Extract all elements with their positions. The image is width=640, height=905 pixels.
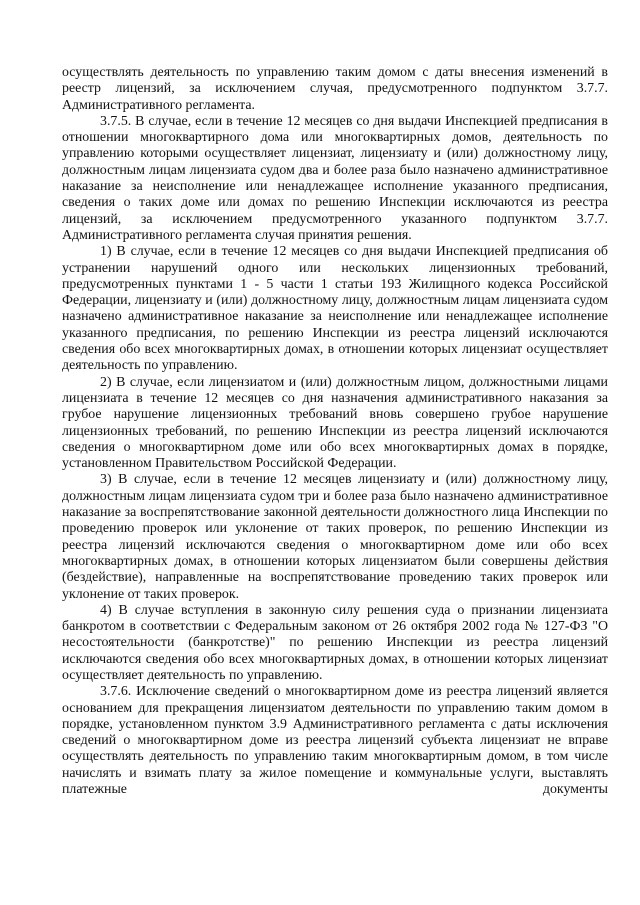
paragraph-continuation: осуществлять деятельность по управлению таким домом с даты внесения изменений в реестр лицензий, за исключением случая, предусмотренного подпунктом 3.7.7. Административного регламента. (62, 65, 608, 113)
paragraph-item-4: 4) В случае вступления в законную силу решения суда о признании лицензиата банкротом в соответствии с Федеральным законом от 26 октября 2002 года № 127-ФЗ "О несостоятельности (банкротстве)" по решению Инспекции из реестра лицензий исключаются сведения обо всех многоквартирных домах, в отношении которых лицензиат осуществляет деятельность по управлению. (62, 602, 608, 683)
paragraph-item-3: 3) В случае, если в течение 12 месяцев лицензиату и (или) должностному лицу, должностным лицам лицензиата судом три и более раза было назначено административное наказание за воспрепятствование законной деятельности должностного лица Инспекции по проведению проверок или уклонение от таких проверок, по решению Инспекции из реестра лицензий исключаются сведения о многоквартирном доме или обо всех многоквартирных домах, в отношении которых лицензиатом были совершены действия (бездействие), направленные на воспрепятствование проведению таких проверок или уклонение от таких проверок. (62, 472, 608, 602)
document-page (62, 65, 608, 798)
paragraph-3-7-5: 3.7.5. В случае, если в течение 12 месяцев со дня выдачи Инспекцией предписания в отношении многоквартирного дома или многоквартирных домов, деятельность по управлению которыми осуществляет лицензиат, лицензиату и (или) должностному лицу, должностным лицам лицензиата судом два и более раза было назначено административное наказание за неисполнение или ненадлежащее исполнение указанного предписания, сведения о таких доме или домах по решению Инспекции исключаются из реестра лицензий, за исключением предусмотренного указанного подпунктом 3.7.7. Административного регламента случая принятия решения. (62, 113, 608, 243)
paragraph-3-7-6: 3.7.6. Исключение сведений о многоквартирном доме из реестра лицензий является основанием для прекращения лицензиатом деятельности по управлению таким домом в порядке, установленном пунктом 3.9 Административного регламента с даты исключения сведений о многоквартирном доме из реестра лицензий субъекта лицензиат не вправе осуществлять деятельность по управлению таким многоквартирным домом, в том числе начислять и взимать плату за жилое помещение и коммунальные услуги, выставлять платежные документы (62, 684, 608, 798)
paragraph-item-1: 1) В случае, если в течение 12 месяцев со дня выдачи Инспекцией предписания об устранении нарушений одного или нескольких лицензионных требований, предусмотренных пунктами 1 - 5 части 1 статьи 193 Жилищного кодекса Российской Федерации, лицензиату и (или) должностному лицу, должностным лицам лицензиата судом назначено административное наказание за неисполнение или ненадлежащее исполнение указанного предписания, по решению Инспекции из реестра лицензий исключаются сведения обо всех многоквартирных домах, в отношении которых лицензиат осуществляет деятельность по управлению. (62, 244, 608, 374)
paragraph-item-2: 2) В случае, если лицензиатом и (или) должностным лицом, должностными лицами лицензиата в течение 12 месяцев со дня назначения административного наказания за грубое нарушение лицензионных требований вновь совершено грубое нарушение лицензионных требований, по решению Инспекции из реестра лицензий исключаются сведения о многоквартирном доме или обо всех многоквартирных домах в порядке, установленном Правительством Российской Федерации. (62, 374, 608, 472)
